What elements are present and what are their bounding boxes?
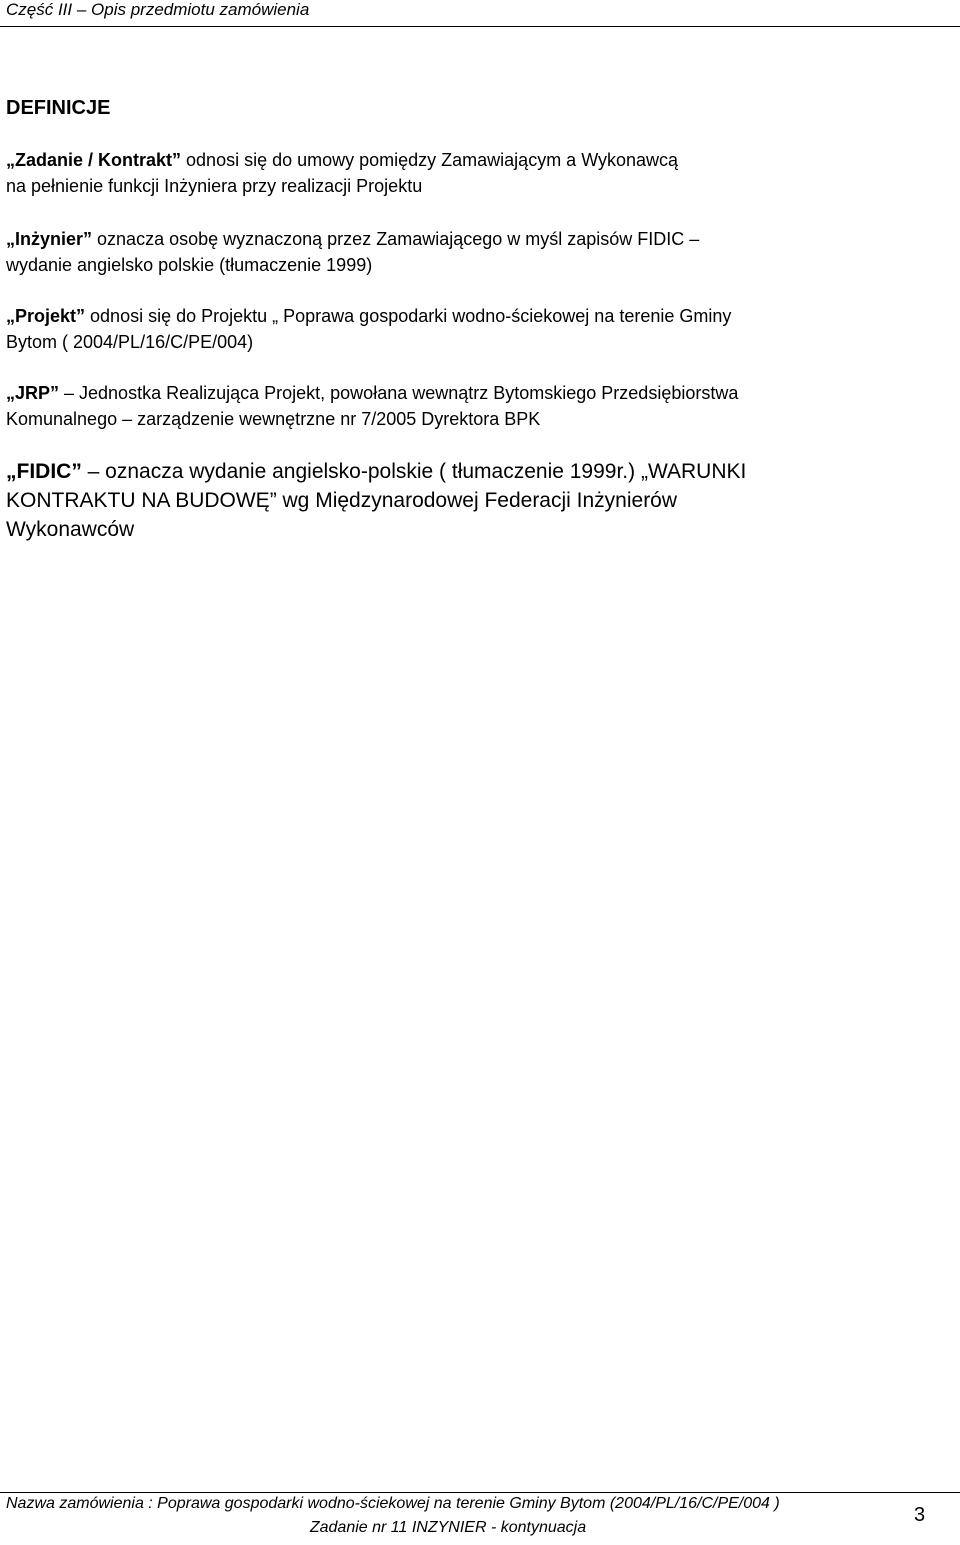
definition-text: wydanie angielsko polskie (tłumaczenie 1999) — [6, 255, 373, 275]
definition-jrp — [6, 380, 951, 432]
footer-task-name: Zadanie nr 11 INZYNIER - kontynuacja — [309, 1519, 587, 1536]
header-text: Część III – Opis przedmiotu zamówienia — [6, 0, 310, 19]
definition-zadanie — [6, 147, 951, 199]
definition-term: „JRP” — [6, 383, 60, 403]
definition-text: Wykonawców — [6, 518, 135, 541]
definition-inzynier — [6, 226, 951, 278]
definition-text: odnosi się do umowy pomiędzy Zamawiającym a Wykonawcą — [181, 150, 679, 170]
definition-term: „Projekt” — [6, 306, 86, 326]
definition-text: odnosi się do Projektu „ Poprawa gospodarki wodno-ściekowej na terenie Gminy — [85, 306, 732, 326]
definition-text: oznacza osobę wyznaczoną przez Zamawiającego w myśl zapisów FIDIC – — [92, 229, 700, 249]
page-header — [0, 0, 960, 27]
definition-text: – oznacza wydanie angielsko-polskie ( tłumaczenie 1999r.) „WARUNKI — [81, 460, 747, 483]
definition-text: KONTRAKTU NA BUDOWĘ” wg Międzynarodowej Federacji Inżynierów — [6, 489, 678, 512]
footer-order-name: Nazwa zamówienia : Poprawa gospodarki wodno-ściekowej na terenie Gminy Bytom (2004/PL/16/C/PE/004 ) — [6, 1495, 780, 1512]
section-title: DEFINICJE — [6, 97, 111, 119]
definition-text: Komunalnego – zarządzenie wewnętrzne nr 7/2005 Dyrektora BPK — [6, 409, 541, 429]
page-footer — [0, 1492, 960, 1545]
page-number: 3 — [914, 1504, 926, 1526]
definition-projekt — [6, 303, 951, 355]
definition-term: „Inżynier” — [6, 229, 93, 249]
definition-text: na pełnienie funkcji Inżyniera przy realizacji Projektu — [6, 176, 423, 196]
definition-term: „Zadanie / Kontrakt” — [6, 150, 182, 170]
definition-text: Bytom ( 2004/PL/16/C/PE/004) — [6, 332, 254, 352]
definition-term: „FIDIC” — [6, 460, 82, 483]
definition-fidic — [6, 457, 951, 544]
definition-text: – Jednostka Realizująca Projekt, powołana wewnątrz Bytomskiego Przedsiębiorstwa — [59, 383, 739, 403]
